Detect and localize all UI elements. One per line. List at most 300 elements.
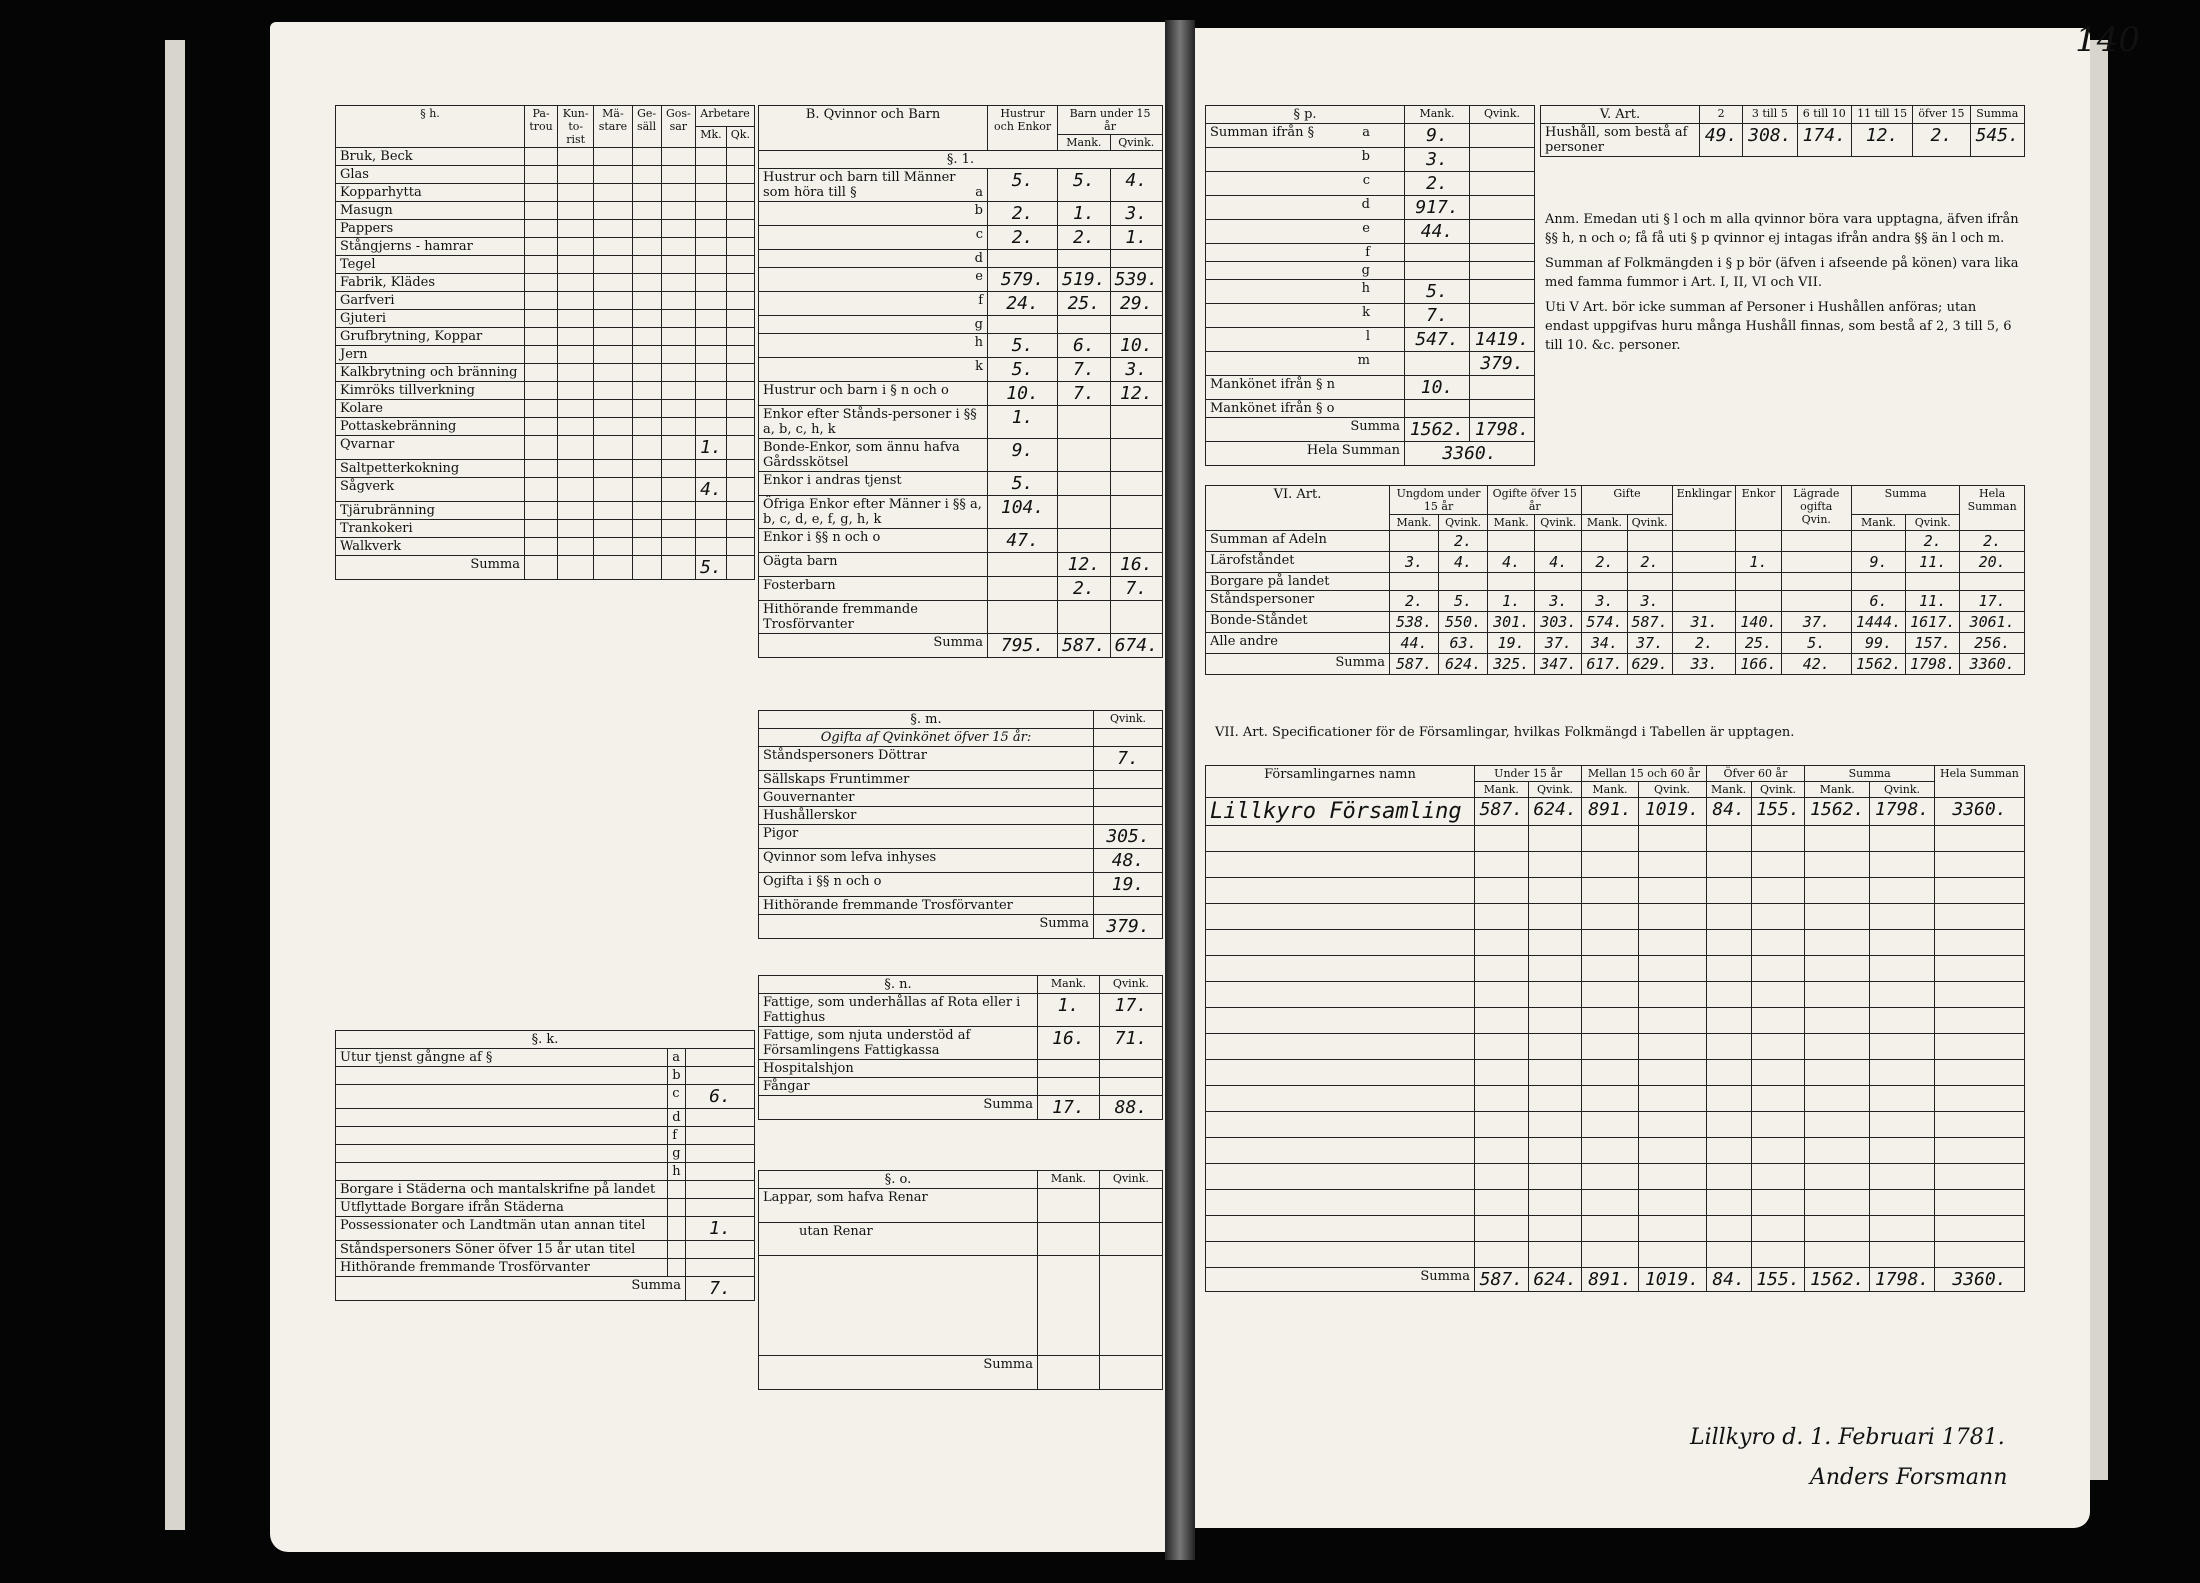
workers-cell	[558, 520, 594, 538]
art7-group: Under 15 år	[1475, 766, 1582, 782]
workers-mk	[696, 148, 727, 166]
workers-cell	[632, 184, 661, 202]
women-h: 579.	[988, 268, 1058, 292]
art7-empty	[1706, 982, 1751, 1008]
workers-cell	[594, 520, 632, 538]
p-q	[1470, 148, 1535, 172]
art7-empty	[1706, 1138, 1751, 1164]
art6-val: 550.	[1439, 612, 1488, 633]
workers-cell	[525, 220, 558, 238]
art6-label: Summan af Adeln	[1206, 531, 1390, 552]
p-m	[1405, 262, 1470, 280]
workers-cell	[632, 556, 661, 580]
art7-empty	[1706, 956, 1751, 982]
art5-head: Summa	[1970, 106, 2024, 124]
art7-empty	[1582, 904, 1638, 930]
poor-q	[1099, 1078, 1162, 1096]
poor-label: Hospitalshjon	[759, 1060, 1038, 1078]
p-label	[1206, 304, 1405, 328]
art7-empty	[1206, 1060, 1475, 1086]
women-row	[759, 529, 1163, 553]
workers-label: Kolare	[336, 400, 525, 418]
head-mastare: Mä-stare	[594, 106, 632, 148]
workers-cell	[594, 274, 632, 292]
workers-qk	[726, 328, 754, 346]
art6-val: 5.	[1439, 591, 1488, 612]
art7-empty	[1528, 982, 1582, 1008]
unmarried-section: §. m.	[759, 711, 1094, 729]
p-hela: 3360.	[1405, 442, 1535, 466]
art6-val	[1736, 531, 1781, 552]
p-sub: l	[1365, 329, 1370, 344]
poor-m: 1.	[1038, 994, 1100, 1027]
art7-empty	[1475, 1242, 1529, 1268]
workers-label: Pappers	[336, 220, 525, 238]
women-summa-row	[759, 634, 1163, 658]
art6-val: 2.	[1906, 531, 1960, 552]
art7-empty	[1805, 1034, 1870, 1060]
art7-empty	[1638, 1034, 1706, 1060]
women-label	[759, 406, 988, 439]
women-label	[759, 577, 988, 601]
p-sub: a	[1362, 125, 1370, 140]
art6-val: 2.	[1672, 633, 1736, 654]
art6-sub: Qvink.	[1906, 515, 1960, 531]
workers-cell	[661, 328, 695, 346]
women-q: 29.	[1110, 292, 1162, 316]
workers-cell	[525, 538, 558, 556]
art6-val: 538.	[1390, 612, 1439, 633]
workers-cell	[525, 328, 558, 346]
art6-label: Ståndspersoner	[1206, 591, 1390, 612]
workers-cell	[594, 460, 632, 478]
workers-cell	[594, 238, 632, 256]
art6-val: 140.	[1736, 612, 1781, 633]
workers-cell	[558, 310, 594, 328]
workers-cell	[594, 400, 632, 418]
servants-sub: a	[668, 1049, 686, 1067]
art6-val	[1736, 573, 1781, 591]
art7-summa: 587.	[1475, 1268, 1529, 1292]
unmarried-row	[759, 747, 1163, 771]
art6-group: Gifte	[1582, 486, 1672, 515]
workers-cell	[661, 346, 695, 364]
servants-label: Possessionater och Landtmän utan annan titel	[336, 1217, 668, 1241]
art6-val	[1582, 573, 1627, 591]
workers-cell	[594, 478, 632, 502]
servants-label: Ståndspersoners Söner öfver 15 år utan titel	[336, 1241, 668, 1259]
workers-qk	[726, 538, 754, 556]
unmarried-row	[759, 897, 1163, 915]
workers-cell	[632, 238, 661, 256]
unmarried-row	[759, 771, 1163, 789]
women-h	[988, 553, 1058, 577]
art6-val: 2.	[1582, 552, 1627, 573]
workers-cell	[632, 382, 661, 400]
unmarried-title: Ogifta af Qvinkönet öfver 15 år:	[759, 729, 1094, 747]
art7-empty	[1206, 1216, 1475, 1242]
art7-empty	[1934, 1190, 2024, 1216]
p-sub: b	[1361, 149, 1370, 164]
servants-val: 1.	[686, 1217, 755, 1241]
women-row	[759, 316, 1163, 334]
art7-empty	[1528, 1034, 1582, 1060]
art7-empty	[1638, 1164, 1706, 1190]
women-q: 12.	[1110, 382, 1162, 406]
workers-qk	[726, 274, 754, 292]
servants-table	[335, 1030, 755, 1301]
art7-empty	[1934, 1164, 2024, 1190]
workers-cell	[594, 436, 632, 460]
workers-mk	[696, 328, 727, 346]
art7-sub: Mank.	[1805, 782, 1870, 798]
servants-sub: b	[668, 1067, 686, 1085]
workers-cell	[594, 184, 632, 202]
art6-val	[1906, 573, 1960, 591]
women-label-text: Hustrur och barn i § n och o	[763, 383, 949, 398]
p-sub: f	[1365, 245, 1370, 260]
art7-summa: 1562.	[1805, 1268, 1870, 1292]
art7-empty	[1206, 1034, 1475, 1060]
workers-cell	[594, 364, 632, 382]
book-gutter	[1165, 20, 1195, 1560]
art7-empty	[1206, 1086, 1475, 1112]
art7-col-name: Församlingarnes namn	[1206, 766, 1475, 798]
women-table	[758, 105, 1163, 658]
note-art5: Uti V Art. bör icke summan af Personer i Hushållen anföras; utan endast uppgifvas huru många Hushåll finnas, som bestå af 2, 3 till 5, 6 till 10. &c. personer.	[1545, 300, 2012, 353]
p-q	[1470, 124, 1535, 148]
p-m: 917.	[1405, 196, 1470, 220]
art7-group: Mellan 15 och 60 år	[1582, 766, 1706, 782]
p-row	[1206, 304, 1535, 328]
workers-cell	[525, 238, 558, 256]
women-row	[759, 202, 1163, 226]
art7-empty	[1934, 1008, 2024, 1034]
head-mk: Mk.	[696, 127, 727, 148]
p-hela-row	[1206, 442, 1535, 466]
workers-qk	[726, 418, 754, 436]
women-q: 3.	[1110, 358, 1162, 382]
art7-empty	[1870, 878, 1935, 904]
art6-val: 99.	[1851, 633, 1905, 654]
unmarried-q	[1094, 807, 1163, 825]
art7-empty	[1528, 1008, 1582, 1034]
lapps-label: Lappar, som hafva Renar	[759, 1189, 1038, 1223]
servants-row	[336, 1127, 755, 1145]
art7-empty	[1638, 1138, 1706, 1164]
art7-empty-row	[1206, 1034, 2025, 1060]
servants-sub: h	[668, 1163, 686, 1181]
workers-mk	[696, 502, 727, 520]
art7-empty	[1475, 930, 1529, 956]
signature-place-date: Lillkyro d. 1. Februari 1781.	[1690, 1425, 2005, 1450]
workers-cell	[661, 460, 695, 478]
art7-empty	[1751, 1190, 1805, 1216]
women-m: 5.	[1058, 169, 1110, 202]
workers-cell	[661, 310, 695, 328]
p-label	[1206, 172, 1405, 196]
women-row	[759, 382, 1163, 406]
unmarried-summa-row	[759, 915, 1163, 939]
workers-cell	[558, 556, 594, 580]
art7-empty	[1206, 930, 1475, 956]
art6-val: 1444.	[1851, 612, 1905, 633]
art6-val: 1617.	[1906, 612, 1960, 633]
art6-summa-label: Summa	[1206, 654, 1390, 675]
women-label	[759, 202, 988, 226]
art7-empty	[1870, 1242, 1935, 1268]
art7-empty	[1870, 956, 1935, 982]
women-row	[759, 358, 1163, 382]
p-q	[1470, 280, 1535, 304]
workers-cell	[525, 148, 558, 166]
art7-empty	[1528, 1216, 1582, 1242]
p-q	[1470, 220, 1535, 244]
art6-group: Hela Summan	[1960, 486, 2025, 531]
art7-empty	[1528, 956, 1582, 982]
women-q	[1110, 496, 1162, 529]
art7-empty	[1475, 1216, 1529, 1242]
p-sub: h	[1361, 281, 1370, 296]
art7-empty	[1528, 1164, 1582, 1190]
women-row	[759, 601, 1163, 634]
women-label	[759, 226, 988, 250]
workers-cell	[632, 538, 661, 556]
workers-cell	[661, 478, 695, 502]
art7-empty	[1751, 1164, 1805, 1190]
women-sub: b	[974, 203, 983, 218]
women-m	[1058, 316, 1110, 334]
p-section: § p.	[1206, 106, 1405, 124]
servants-sub	[668, 1259, 686, 1277]
workers-cell	[661, 418, 695, 436]
p-m: 7.	[1405, 304, 1470, 328]
art7-empty	[1934, 956, 2024, 982]
art6-summa: 587.	[1390, 654, 1439, 675]
workers-row	[336, 436, 755, 460]
women-h	[988, 577, 1058, 601]
art7-empty-row	[1206, 1008, 2025, 1034]
art6-val: 17.	[1960, 591, 2025, 612]
unmarried-row	[759, 789, 1163, 807]
head-gossar: Gos-sar	[661, 106, 695, 148]
workers-mk	[696, 460, 727, 478]
workers-row	[336, 166, 755, 184]
lapps-summa-row	[759, 1356, 1163, 1390]
women-sub: a	[975, 185, 983, 200]
workers-label: Bruk, Beck	[336, 148, 525, 166]
workers-row	[336, 292, 755, 310]
poor-row	[759, 1060, 1163, 1078]
poor-section: §. n.	[759, 976, 1038, 994]
p-sub: g	[1361, 263, 1370, 278]
art7-empty	[1751, 878, 1805, 904]
art7-empty	[1870, 1216, 1935, 1242]
art6-val: 1.	[1736, 552, 1781, 573]
women-m	[1058, 601, 1110, 634]
art7-name: Lillkyro Församling	[1206, 798, 1475, 826]
signature-name: Anders Forsmann	[1810, 1465, 2008, 1490]
art6-label: Borgare på landet	[1206, 573, 1390, 591]
art6-val: 11.	[1906, 552, 1960, 573]
women-q: 1.	[1110, 226, 1162, 250]
unmarried-q: 48.	[1094, 849, 1163, 873]
art7-empty	[1805, 1060, 1870, 1086]
art7-empty	[1805, 1190, 1870, 1216]
workers-row	[336, 148, 755, 166]
art6-val: 11.	[1906, 591, 1960, 612]
servants-val	[686, 1067, 755, 1085]
art7-empty	[1475, 982, 1529, 1008]
art7-empty	[1934, 1086, 2024, 1112]
servants-sub: f	[668, 1127, 686, 1145]
workers-cell	[661, 256, 695, 274]
workers-mk	[696, 256, 727, 274]
art7-table	[1205, 765, 2025, 1292]
art7-empty	[1582, 1034, 1638, 1060]
unmarried-q: 305.	[1094, 825, 1163, 849]
art7-empty	[1751, 982, 1805, 1008]
women-row	[759, 472, 1163, 496]
art7-empty	[1870, 1060, 1935, 1086]
poor-q	[1099, 1060, 1162, 1078]
women-label	[759, 601, 988, 634]
women-q	[1110, 406, 1162, 439]
art7-empty	[1638, 930, 1706, 956]
p-row	[1206, 148, 1535, 172]
workers-cell	[594, 292, 632, 310]
p-man-o-label: Mankönet ifrån § o	[1206, 400, 1405, 418]
women-row	[759, 226, 1163, 250]
workers-label: Saltpetterkokning	[336, 460, 525, 478]
workers-label: Walkverk	[336, 538, 525, 556]
art6-sub: Mank.	[1488, 515, 1535, 531]
workers-qk	[726, 346, 754, 364]
women-sub: c	[975, 227, 983, 242]
p-table	[1205, 105, 1535, 466]
art6-sub: Mank.	[1582, 515, 1627, 531]
art6-val	[1781, 591, 1851, 612]
art7-summa-label: Summa	[1206, 1268, 1475, 1292]
art7-empty	[1870, 1034, 1935, 1060]
servants-summa-label: Summa	[336, 1277, 686, 1301]
art6-val	[1781, 573, 1851, 591]
art6-val	[1627, 531, 1672, 552]
servants-row	[336, 1109, 755, 1127]
art7-empty-row	[1206, 1112, 2025, 1138]
art7-group: Hela Summan	[1934, 766, 2024, 798]
workers-cell	[594, 346, 632, 364]
workers-cell	[632, 274, 661, 292]
art6-val	[1672, 591, 1736, 612]
women-q	[1110, 529, 1162, 553]
servants-section: §. k.	[336, 1031, 755, 1049]
workers-label: Garfveri	[336, 292, 525, 310]
art6-val: 6.	[1851, 591, 1905, 612]
p-m	[1405, 352, 1470, 376]
women-section-row	[759, 151, 1163, 169]
workers-cell	[558, 502, 594, 520]
art7-empty	[1934, 1216, 2024, 1242]
art6-val: 256.	[1960, 633, 2025, 654]
workers-row	[336, 520, 755, 538]
art7-empty	[1751, 1138, 1805, 1164]
art7-empty	[1582, 930, 1638, 956]
workers-row	[336, 310, 755, 328]
art7-empty	[1206, 1164, 1475, 1190]
art7-empty-row	[1206, 852, 2025, 878]
workers-cell	[558, 400, 594, 418]
art7-empty	[1206, 1242, 1475, 1268]
art7-empty	[1934, 852, 2024, 878]
servants-sub	[668, 1241, 686, 1259]
art7-empty	[1934, 1112, 2024, 1138]
art7-empty	[1528, 826, 1582, 852]
unmarried-label: Ståndspersoners Döttrar	[759, 747, 1094, 771]
workers-cell	[594, 328, 632, 346]
workers-label: Kopparhytta	[336, 184, 525, 202]
workers-qk	[726, 292, 754, 310]
workers-row	[336, 346, 755, 364]
art7-empty-row	[1206, 1242, 2025, 1268]
art7-empty	[1934, 982, 2024, 1008]
note-summan: Summan af Folkmängden i § p bör (äfven i afseende på könen) vara lika med famma fummor i Art. I, II, VI och VII.	[1545, 256, 2019, 290]
art6-val	[1672, 531, 1736, 552]
art6-summa: 42.	[1781, 654, 1851, 675]
art6-summa: 33.	[1672, 654, 1736, 675]
workers-qk	[726, 148, 754, 166]
p-sub: e	[1362, 221, 1370, 236]
art7-empty-row	[1206, 1060, 2025, 1086]
art6-val: 19.	[1488, 633, 1535, 654]
servants-label	[336, 1085, 668, 1109]
art7-summa: 624.	[1528, 1268, 1582, 1292]
art7-empty	[1582, 1008, 1638, 1034]
art6-summa: 1798.	[1906, 654, 1960, 675]
workers-qk	[726, 256, 754, 274]
art7-summa: 155.	[1751, 1268, 1805, 1292]
art6-val	[1535, 573, 1582, 591]
art7-empty	[1870, 930, 1935, 956]
p-q: 379.	[1470, 352, 1535, 376]
workers-mk	[696, 274, 727, 292]
art6-title: VI. Art.	[1206, 486, 1390, 531]
art7-empty	[1934, 1034, 2024, 1060]
p-sub: k	[1362, 305, 1370, 320]
women-m	[1058, 439, 1110, 472]
women-label	[759, 250, 988, 268]
art7-empty	[1638, 852, 1706, 878]
art7-empty	[1638, 904, 1706, 930]
workers-row	[336, 478, 755, 502]
art7-empty	[1805, 982, 1870, 1008]
workers-summa-label: Summa	[336, 556, 525, 580]
servants-row	[336, 1067, 755, 1085]
workers-row	[336, 274, 755, 292]
women-label	[759, 382, 988, 406]
servants-row	[336, 1199, 755, 1217]
art7-empty	[1870, 982, 1935, 1008]
workers-cell	[594, 220, 632, 238]
poor-m	[1038, 1078, 1100, 1096]
workers-cell	[525, 460, 558, 478]
art7-empty	[1706, 826, 1751, 852]
art6-val: 44.	[1390, 633, 1439, 654]
art7-empty	[1751, 826, 1805, 852]
women-row	[759, 268, 1163, 292]
art7-empty	[1528, 878, 1582, 904]
women-q: 3.	[1110, 202, 1162, 226]
